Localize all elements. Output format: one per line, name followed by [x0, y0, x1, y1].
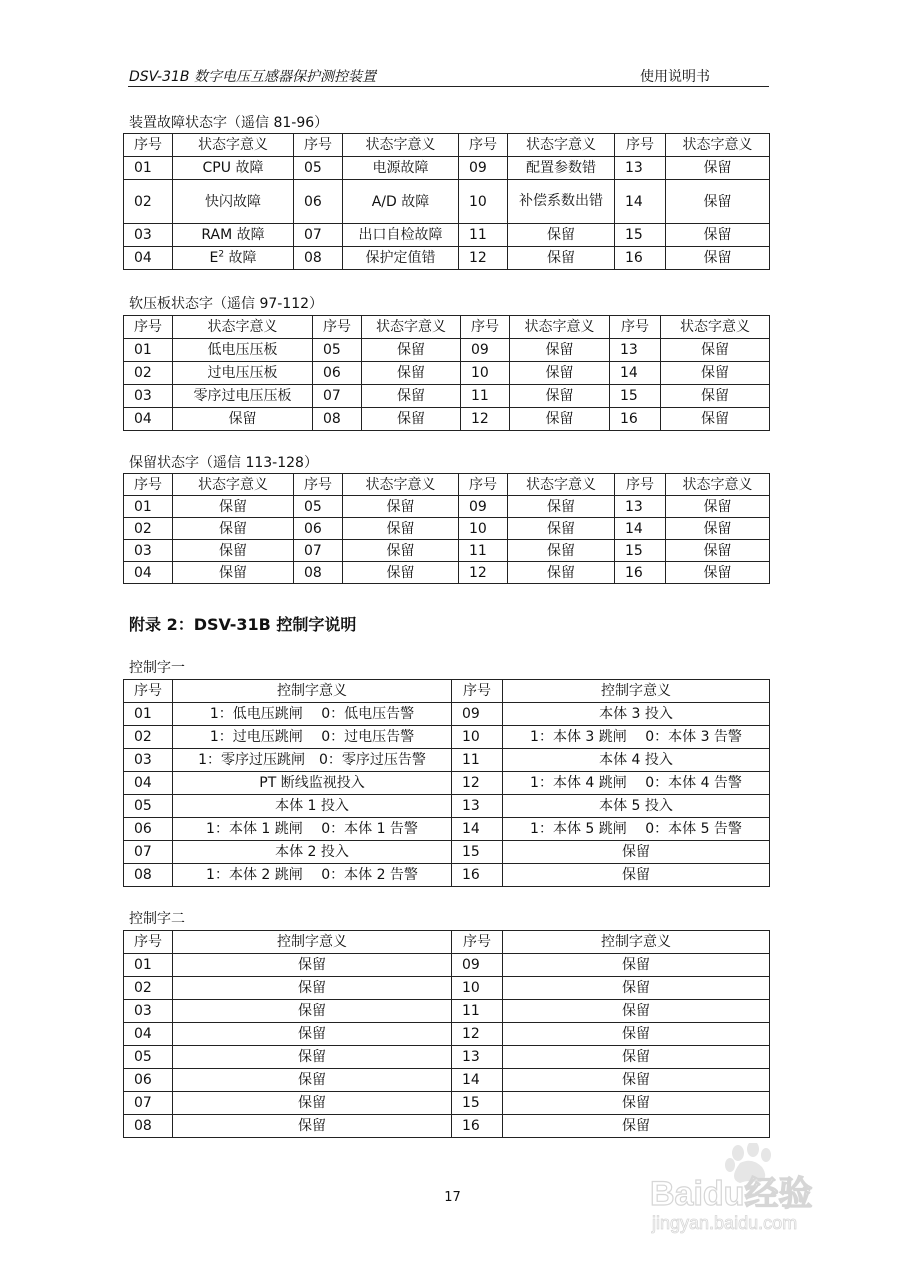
table-row — [124, 157, 770, 180]
meaning-cell: 保留 — [173, 518, 294, 540]
row-number-cell: 13 — [452, 1046, 503, 1069]
table-caption-control-word-1: 控制字一 — [129, 660, 185, 676]
meaning-cell: 本体 5 投入 — [503, 795, 770, 818]
row-number-cell: 15 — [452, 1092, 503, 1115]
row-number-cell: 12 — [461, 408, 510, 431]
meaning-cell: 1：过电压跳闸 0：过电压告警 — [173, 726, 452, 749]
table-row — [124, 518, 770, 540]
meaning-cell: 保留 — [503, 1023, 770, 1046]
meaning-cell: 保留 — [510, 362, 610, 385]
row-number-cell: 06 — [124, 1069, 173, 1092]
meaning-cell: 本体 3 投入 — [503, 703, 770, 726]
meaning-cell: 保留 — [508, 540, 615, 562]
e2-base: E — [209, 250, 219, 266]
table-row — [124, 1069, 770, 1092]
table-row — [124, 954, 770, 977]
meaning-cell: 保护定值错 — [343, 247, 459, 270]
meaning-cell: 保留 — [666, 540, 770, 562]
watermark-brand-text: Baidu经验 — [650, 1175, 813, 1213]
column-header: 序号 — [124, 931, 173, 954]
row-number-cell: 05 — [313, 339, 362, 362]
row-number-cell: 03 — [124, 1000, 173, 1023]
document-header-title: DSV-31B 数字电压互感器保护测控装置 — [129, 69, 376, 85]
row-number-cell: 10 — [452, 726, 503, 749]
column-header: 控制字意义 — [173, 931, 452, 954]
table-caption-control-word-2: 控制字二 — [129, 911, 185, 927]
row-number-cell: 01 — [124, 339, 173, 362]
table-header-row — [124, 680, 770, 703]
column-header: 序号 — [294, 474, 343, 496]
column-header: 状态字意义 — [666, 474, 770, 496]
row-number-cell: 14 — [452, 818, 503, 841]
meaning-cell: 保留 — [173, 496, 294, 518]
meaning-cell: 本体 2 投入 — [173, 841, 452, 864]
meaning-cell: CPU 故障 — [173, 157, 294, 180]
column-header: 序号 — [124, 474, 173, 496]
control-word-1-table — [123, 679, 770, 887]
table-row — [124, 1023, 770, 1046]
row-number-cell: 12 — [452, 1023, 503, 1046]
table-row — [124, 726, 770, 749]
row-number-cell: 01 — [124, 496, 173, 518]
column-header: 序号 — [461, 316, 510, 339]
column-header: 序号 — [124, 134, 173, 157]
row-number-cell: 09 — [452, 703, 503, 726]
meaning-cell: 保留 — [666, 180, 770, 224]
column-header: 序号 — [459, 474, 508, 496]
row-number-cell: 09 — [452, 954, 503, 977]
row-number-cell: 09 — [461, 339, 510, 362]
row-number-cell: 01 — [124, 157, 173, 180]
column-header: 序号 — [615, 134, 666, 157]
column-header: 序号 — [610, 316, 661, 339]
meaning-cell: 1：本体 5 跳闸 0：本体 5 告警 — [503, 818, 770, 841]
table-row — [124, 247, 770, 270]
meaning-cell: 保留 — [508, 224, 615, 247]
row-number-cell: 01 — [124, 703, 173, 726]
column-header: 状态字意义 — [343, 134, 459, 157]
meaning-cell: 保留 — [510, 385, 610, 408]
column-header: 序号 — [452, 931, 503, 954]
table-header-row — [124, 474, 770, 496]
row-number-cell: 07 — [294, 540, 343, 562]
row-number-cell: 04 — [124, 562, 173, 584]
meaning-cell: 保留 — [173, 562, 294, 584]
meaning-cell: 保留 — [503, 1115, 770, 1138]
row-number-cell: 16 — [452, 864, 503, 887]
row-number-cell: 07 — [124, 1092, 173, 1115]
table-row — [124, 703, 770, 726]
meaning-cell: 保留 — [343, 540, 459, 562]
meaning-cell: 出口自检故障 — [343, 224, 459, 247]
meaning-cell: A/D 故障 — [343, 180, 459, 224]
row-number-cell: 09 — [459, 157, 508, 180]
meaning-cell: 保留 — [362, 362, 461, 385]
column-header: 序号 — [124, 680, 173, 703]
meaning-cell: 1：本体 4 跳闸 0：本体 4 告警 — [503, 772, 770, 795]
meaning-cell-e2-fault — [173, 247, 294, 270]
row-number-cell: 08 — [124, 864, 173, 887]
meaning-cell: 低电压压板 — [173, 339, 313, 362]
meaning-cell: 保留 — [508, 496, 615, 518]
meaning-cell: 保留 — [503, 841, 770, 864]
column-header: 控制字意义 — [503, 680, 770, 703]
meaning-cell: 保留 — [362, 408, 461, 431]
column-header: 控制字意义 — [503, 931, 770, 954]
row-number-cell: 06 — [294, 518, 343, 540]
meaning-cell: 保留 — [173, 1046, 452, 1069]
row-number-cell: 04 — [124, 772, 173, 795]
column-header: 序号 — [459, 134, 508, 157]
column-header: 状态字意义 — [173, 134, 294, 157]
table-row — [124, 224, 770, 247]
row-number-cell: 02 — [124, 518, 173, 540]
row-number-cell: 07 — [294, 224, 343, 247]
column-header: 序号 — [124, 316, 173, 339]
row-number-cell: 11 — [459, 540, 508, 562]
row-number-cell: 11 — [459, 224, 508, 247]
table-header-row — [124, 134, 770, 157]
table-row — [124, 749, 770, 772]
meaning-cell: 零序过电压压板 — [173, 385, 313, 408]
document-header-manual: 使用说明书 — [640, 69, 710, 85]
row-number-cell: 02 — [124, 726, 173, 749]
control-word-2-table — [123, 930, 770, 1138]
row-number-cell: 15 — [615, 540, 666, 562]
e2-tail: 故障 — [224, 250, 257, 266]
meaning-cell: 保留 — [343, 518, 459, 540]
meaning-cell: 保留 — [173, 1115, 452, 1138]
meaning-cell: 保留 — [362, 339, 461, 362]
row-number-cell: 06 — [313, 362, 362, 385]
table-row — [124, 540, 770, 562]
row-number-cell: 02 — [124, 180, 173, 224]
watermark-url-text: jingyan.baidu.com — [652, 1213, 798, 1233]
row-number-cell: 14 — [615, 518, 666, 540]
table-row — [124, 1046, 770, 1069]
column-header: 状态字意义 — [362, 316, 461, 339]
meaning-cell: 保留 — [503, 1046, 770, 1069]
meaning-cell: 保留 — [173, 954, 452, 977]
row-number-cell: 10 — [461, 362, 510, 385]
row-number-cell: 04 — [124, 1023, 173, 1046]
row-number-cell: 01 — [124, 954, 173, 977]
row-number-cell: 08 — [294, 562, 343, 584]
row-number-cell: 10 — [452, 977, 503, 1000]
meaning-cell: 保留 — [666, 157, 770, 180]
reserved-status-table — [123, 473, 770, 584]
column-header: 序号 — [313, 316, 362, 339]
row-number-cell: 03 — [124, 385, 173, 408]
meaning-cell: 保留 — [666, 562, 770, 584]
meaning-cell: 保留 — [503, 1000, 770, 1023]
column-header: 序号 — [294, 134, 343, 157]
meaning-cell: 过电压压板 — [173, 362, 313, 385]
table-row — [124, 772, 770, 795]
column-header: 状态字意义 — [661, 316, 770, 339]
row-number-cell: 11 — [452, 749, 503, 772]
table-row — [124, 1092, 770, 1115]
row-number-cell: 16 — [615, 562, 666, 584]
row-number-cell: 12 — [459, 247, 508, 270]
column-header: 状态字意义 — [508, 134, 615, 157]
row-number-cell: 12 — [452, 772, 503, 795]
row-number-cell: 16 — [452, 1115, 503, 1138]
table-row — [124, 818, 770, 841]
column-header: 序号 — [452, 680, 503, 703]
meaning-cell: 保留 — [173, 1069, 452, 1092]
appendix-title: 附录 2：DSV-31B 控制字说明 — [129, 615, 357, 634]
meaning-cell: 保留 — [173, 1092, 452, 1115]
row-number-cell: 08 — [294, 247, 343, 270]
row-number-cell: 08 — [124, 1115, 173, 1138]
table-row — [124, 496, 770, 518]
row-number-cell: 02 — [124, 362, 173, 385]
table-row — [124, 362, 770, 385]
column-header: 状态字意义 — [508, 474, 615, 496]
table-caption-soft-plate-status: 软压板状态字（遥信 97-112） — [129, 296, 324, 312]
meaning-cell: 补偿系数出错 — [508, 180, 615, 224]
table-row — [124, 562, 770, 584]
row-number-cell: 10 — [459, 180, 508, 224]
meaning-cell: 保留 — [510, 339, 610, 362]
e2-superscript: 2 — [218, 249, 225, 260]
row-number-cell: 05 — [124, 1046, 173, 1069]
row-number-cell: 14 — [615, 180, 666, 224]
row-number-cell: 09 — [459, 496, 508, 518]
column-header: 状态字意义 — [173, 316, 313, 339]
column-header: 状态字意义 — [510, 316, 610, 339]
meaning-cell: 保留 — [666, 247, 770, 270]
row-number-cell: 13 — [615, 496, 666, 518]
row-number-cell: 03 — [124, 224, 173, 247]
meaning-cell: 保留 — [508, 247, 615, 270]
row-number-cell: 12 — [459, 562, 508, 584]
table-row — [124, 1000, 770, 1023]
table-caption-fault-status: 装置故障状态字（遥信 81-96） — [129, 115, 329, 131]
table-row — [124, 795, 770, 818]
meaning-cell: 保留 — [510, 408, 610, 431]
row-number-cell: 11 — [452, 1000, 503, 1023]
row-number-cell: 05 — [294, 157, 343, 180]
fault-status-table — [123, 133, 770, 270]
table-caption-reserved-status: 保留状态字（遥信 113-128） — [129, 455, 318, 471]
row-number-cell: 13 — [610, 339, 661, 362]
meaning-cell: 1：本体 1 跳闸 0：本体 1 告警 — [173, 818, 452, 841]
meaning-cell: 保留 — [503, 1069, 770, 1092]
meaning-cell: 保留 — [661, 408, 770, 431]
row-number-cell: 15 — [610, 385, 661, 408]
row-number-cell: 06 — [124, 818, 173, 841]
row-number-cell: 05 — [124, 795, 173, 818]
meaning-cell: 保留 — [661, 339, 770, 362]
table-header-row — [124, 931, 770, 954]
table-row — [124, 1115, 770, 1138]
meaning-cell: 保留 — [661, 362, 770, 385]
row-number-cell: 07 — [313, 385, 362, 408]
table-row — [124, 408, 770, 431]
baidu-jingyan-watermark — [640, 1143, 860, 1238]
row-number-cell: 07 — [124, 841, 173, 864]
column-header: 状态字意义 — [666, 134, 770, 157]
row-number-cell: 06 — [294, 180, 343, 224]
row-number-cell: 02 — [124, 977, 173, 1000]
table-header-row — [124, 316, 770, 339]
meaning-cell: 保留 — [173, 540, 294, 562]
table-row — [124, 180, 770, 224]
row-number-cell: 05 — [294, 496, 343, 518]
row-number-cell: 03 — [124, 540, 173, 562]
column-header: 状态字意义 — [173, 474, 294, 496]
meaning-cell: 1：本体 3 跳闸 0：本体 3 告警 — [503, 726, 770, 749]
row-number-cell: 13 — [452, 795, 503, 818]
header-rule — [128, 86, 769, 87]
meaning-cell: 保留 — [343, 496, 459, 518]
meaning-cell: PT 断线监视投入 — [173, 772, 452, 795]
meaning-cell: 保留 — [343, 562, 459, 584]
meaning-cell: 保留 — [173, 977, 452, 1000]
meaning-cell: 保留 — [508, 562, 615, 584]
row-number-cell: 04 — [124, 408, 173, 431]
meaning-cell: 保留 — [666, 224, 770, 247]
soft-plate-status-table — [123, 315, 770, 431]
meaning-cell: RAM 故障 — [173, 224, 294, 247]
meaning-cell: 保留 — [173, 408, 313, 431]
meaning-cell: 保留 — [666, 518, 770, 540]
row-number-cell: 10 — [459, 518, 508, 540]
meaning-cell: 保留 — [666, 496, 770, 518]
page-number: 17 — [444, 1190, 461, 1205]
meaning-cell: 1：本体 2 跳闸 0：本体 2 告警 — [173, 864, 452, 887]
row-number-cell: 16 — [610, 408, 661, 431]
row-number-cell: 14 — [610, 362, 661, 385]
table-row — [124, 385, 770, 408]
meaning-cell: 保留 — [173, 1023, 452, 1046]
row-number-cell: 04 — [124, 247, 173, 270]
meaning-cell: 保留 — [508, 518, 615, 540]
row-number-cell: 15 — [452, 841, 503, 864]
meaning-cell: 保留 — [362, 385, 461, 408]
table-row — [124, 339, 770, 362]
column-header: 状态字意义 — [343, 474, 459, 496]
row-number-cell: 03 — [124, 749, 173, 772]
meaning-cell: 保留 — [661, 385, 770, 408]
row-number-cell: 08 — [313, 408, 362, 431]
row-number-cell: 13 — [615, 157, 666, 180]
table-row — [124, 864, 770, 887]
table-row — [124, 841, 770, 864]
meaning-cell: 电源故障 — [343, 157, 459, 180]
meaning-cell: 1：零序过压跳闸 0：零序过压告警 — [173, 749, 452, 772]
row-number-cell: 16 — [615, 247, 666, 270]
meaning-cell: 保留 — [503, 864, 770, 887]
meaning-cell: 快闪故障 — [173, 180, 294, 224]
row-number-cell: 14 — [452, 1069, 503, 1092]
column-header: 序号 — [615, 474, 666, 496]
row-number-cell: 15 — [615, 224, 666, 247]
meaning-cell: 保留 — [503, 977, 770, 1000]
meaning-cell: 保留 — [173, 1000, 452, 1023]
meaning-cell: 本体 1 投入 — [173, 795, 452, 818]
meaning-cell: 本体 4 投入 — [503, 749, 770, 772]
meaning-cell: 配置参数错 — [508, 157, 615, 180]
column-header: 控制字意义 — [173, 680, 452, 703]
table-row — [124, 977, 770, 1000]
meaning-cell: 1：低电压跳闸 0：低电压告警 — [173, 703, 452, 726]
meaning-cell: 保留 — [503, 1092, 770, 1115]
row-number-cell: 11 — [461, 385, 510, 408]
meaning-cell: 保留 — [503, 954, 770, 977]
